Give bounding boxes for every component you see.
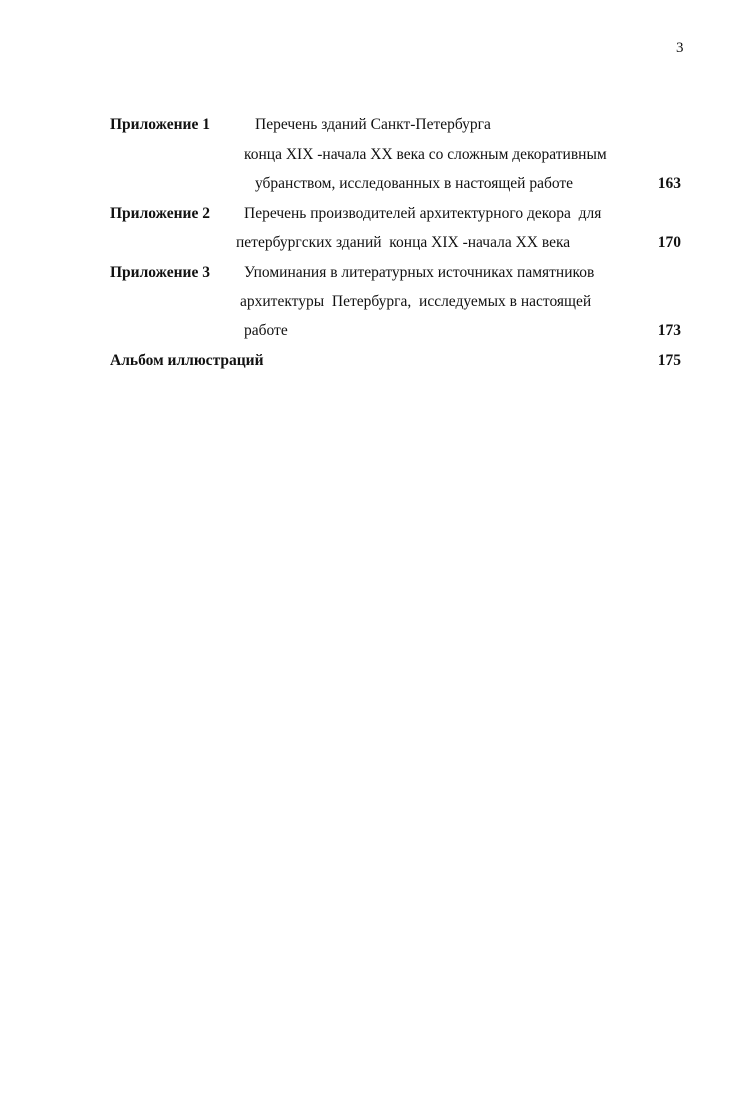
appendix-2-label: Приложение 2 [110, 205, 210, 222]
album-label: Альбом иллюстраций [110, 352, 264, 369]
appendix-2-page: 170 [657, 234, 681, 251]
appendix-1-page: 163 [657, 175, 681, 192]
appendix-3-title-line-1: Упоминания в литературных источниках памятников [244, 264, 595, 281]
appendix-3-label: Приложение 3 [110, 264, 210, 281]
appendix-1-title-line-1: Перечень зданий Санкт-Петербурга [255, 116, 491, 133]
appendix-1-title-line-3: убранством, исследованных в настоящей работе [255, 175, 574, 192]
appendix-1-title-line-2: конца XIX -начала XX века со сложным декоративным [244, 146, 607, 163]
appendix-3-title-line-2: архитектуры Петербурга, исследуемых в настоящей [240, 293, 592, 310]
appendix-3-page: 173 [657, 322, 681, 339]
appendix-1-label: Приложение 1 [110, 116, 210, 133]
appendix-2-title-line-1: Перечень производителей архитектурного декора для [244, 205, 602, 222]
appendix-2-title-line-2: петербургских зданий конца XIX -начала XX века [236, 234, 571, 251]
page-number: 3 [676, 40, 684, 56]
album-page: 175 [657, 352, 681, 369]
appendix-3-title-line-3: работе [244, 322, 288, 339]
